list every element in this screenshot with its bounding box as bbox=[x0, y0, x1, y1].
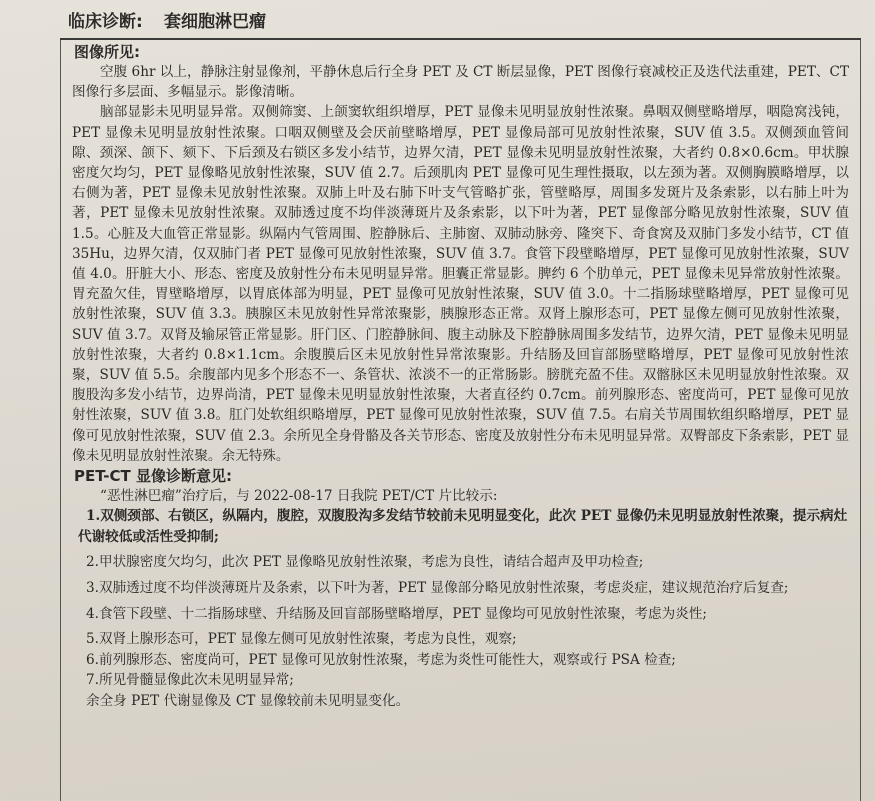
opinion-item: 3.双肺透过度不均伴淡薄斑片及条索，以下叶为著，PET 显像部分略见放射性浓聚，考虑炎症，建议规范治疗后复查; bbox=[86, 580, 789, 597]
opinion-item: 6.前列腺形态、密度尚可，PET 显像可见放射性浓聚，考虑为炎性可能性大，观察或行 PSA 检查; bbox=[86, 651, 676, 668]
opinion-title: PET-CT 显像诊断意见: bbox=[74, 467, 232, 486]
findings-paragraph: 脑部显影未见明显异常。双侧筛窦、上颌窦软组织增厚，PET 显像未见明显放射性浓聚。鼻咽双侧壁略增厚，咽隐窝浅钝，PET 显像未见明显放射性浓聚。口咽双侧壁及会厌前壁略增厚，PET 显像局部可见放射性浓聚，SUV 值 3.5。双侧颈血管间隙、颈深、颌下、颏下、下后颈及右锁区多发小结节，边界欠清，PET 显像未见明显放射性浓聚，大者约 0.8×0.6cm。甲状腺密度欠均匀，PET 显像略见放射性浓聚，SUV 值 2.7。后颈肌肉 PET 显像可见生理性摄取，以左颈为著。双侧胸膜略增厚，以右侧为著，PET 显像未见放射性浓聚。双肺上叶及右肺下叶支气管略扩张，管壁略厚，周围多发斑片及条索影，以右肺上叶为著，PET 显像未见放射性浓聚。双肺透过度不均伴淡薄斑片及条索影，以下叶为著，PET 显像部分略见放射性浓聚，SUV 值 1.5。心脏及大血管正常显影。纵隔内气管周围、腔静脉后、主肺窗、双肺动脉旁、隆突下、奇食窝及双肺门多发小结节，CT 值 35Hu，边界欠清，仅双肺门者 PET 显像可见放射性浓聚，SUV 值 3.7。食管下段壁略增厚，PET 显像可见放射性浓聚，SUV 值 4.0。肝脏大小、形态、密度及放射性分布未见明显异常。胆囊正常显影。脾约 6 个肋单元，PET 显像未见异常放射性浓聚。胃充盈欠佳，胃壁略增厚，以胃底体部为明显，PET 显像可见放射性浓聚，SUV 值 3.0。十二指肠球壁略增厚，PET 显像可见放射性浓聚，SUV 值 3.3。胰腺区未见放射性异常浓聚影，胰腺形态正常。双肾上腺形态可，PET 显像左侧可见放射性浓聚，SUV 值 3.7。双肾及输尿管正常显影。肝门区、门腔静脉间、腹主动脉及下腔静脉周围多发结节，边界欠清，PET 显像未见明显放射性浓聚，大者约 0.8×1.1cm。余腹膜后区未见放射性异常浓聚影。升结肠及回盲部肠壁略增厚，PET 显像可见放射性浓聚，SUV 值 5.5。余腹部内见多个形态不一、条管状、浓淡不一的正常肠影。膀胱充盈不佳。双髂脉区未见明显放射性浓聚。双腹股沟多发小结节，边界尚清，PET 显像未见明显放射性浓聚，大者直径约 0.7cm。前列腺形态、密度尚可，PET 显像可见放射性浓聚，SUV 值 3.8。肛门处软组织略增厚，PET 显像可见放射性浓聚，SUV 值 7.5。右肩关节周围软组织略增厚，PET 显像可见放射性浓聚，SUV 值 2.3。余所见全身骨骼及各关节形态、密度及放射性分布未见明显异常。双臀部皮下条索影，PET 显像未见明显放射性浓聚。余无特殊。 bbox=[72, 104, 849, 464]
opinion-item: 1.双侧颈部、右锁区，纵隔内，腹腔，双腹股沟多发结节较前未见明显变化，此次 PET 显像仍未见明显放射性浓聚，提示病灶代谢较低或活性受抑制; bbox=[78, 508, 848, 545]
report-content bbox=[66, 42, 853, 712]
opinion-item: 5.双肾上腺形态可，PET 显像左侧可见放射性浓聚，考虑为良性，观察; bbox=[86, 631, 517, 648]
clinical-diagnosis-label: 临床诊断: bbox=[68, 11, 143, 32]
opinion-item: 7.所见骨髓显像此次未见明显异常; bbox=[86, 672, 294, 689]
clinical-diagnosis-row bbox=[60, 0, 861, 40]
opinion-item: 2.甲状腺密度欠均匀，此次 PET 显像略见放射性浓聚，考虑为良性，请结合超声及甲功检查; bbox=[86, 554, 644, 571]
opinion-intro: “恶性淋巴瘤”治疗后，与 2022-08-17 日我院 PET/CT 片比较示: bbox=[100, 488, 498, 505]
findings-paragraph: 空腹 6hr 以上，静脉注射显像剂，平静休息后行全身 PET 及 CT 断层显像，PET 图像行衰减校正及迭代法重建，PET、CT 图像行多层面、多幅显示。影像清晰。 bbox=[72, 64, 849, 101]
opinion-item: 余全身 PET 代谢显像及 CT 显像较前未见明显变化。 bbox=[86, 693, 410, 710]
opinion-item: 4.食管下段壁、十二指肠球壁、升结肠及回盲部肠壁略增厚，PET 显像均可见放射性浓聚，考虑为炎性; bbox=[86, 605, 707, 622]
findings-title: 图像所见: bbox=[74, 43, 140, 61]
clinical-diagnosis-value: 套细胞淋巴瘤 bbox=[164, 11, 266, 32]
